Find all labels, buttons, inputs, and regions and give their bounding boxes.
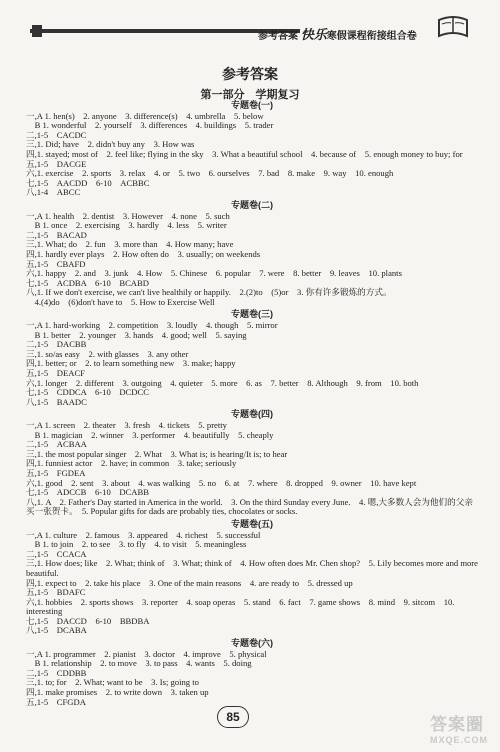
answer-line: 四,1. funniest actor 2. have; in common 3. take; seriously (26, 458, 237, 469)
section-title: 专题卷(三) (231, 309, 273, 320)
header-label-brand: 快乐 (300, 27, 327, 42)
answer-line: 三,1. the most popular singer 2. What 3. What is; is hearing/It is; to hear (26, 448, 288, 459)
answer-line: 八,1. A 2. Father's Day started in America in the world. 3. On the third Sunday every June. 4. 嗯,大多数人会为他们的父亲买一张贺卡。 5. Popular gifts for dads are probably ties, chocolates or socks. (26, 496, 473, 517)
section-title: 专题卷(六) (231, 638, 273, 649)
answer-line: 二,1-5 BACAD (26, 229, 87, 240)
answer-line: 七,1-5 ADCCB 6-10 DCABB (26, 487, 149, 498)
answer-line: 六,1. happy 2. and 3. junk 4. How 5. Chinese 6. popular 7. were 8. better 9. leaves 10. plants (26, 268, 402, 279)
answer-line: 五,1-5 CFGDA (26, 696, 86, 707)
page-header (30, 10, 470, 50)
answer-line: 二,1-5 CDDBB (26, 667, 87, 678)
answer-line: 三,1. How does; like 2. What; think of 3. What; think of 4. How often does Mr. Chen shop? 5. Lily becomes more and more beautiful. (26, 558, 478, 578)
header-text (258, 24, 417, 43)
page-title: 参考答案 (222, 66, 278, 82)
answer-line: 八,1. If we don't exercise, we can't live healthily or happily. 2.(2)to (5)or 3. 你有许多锻炼的方式。 (26, 287, 392, 298)
answer-line: B 1. relationship 2. to move 3. to pass 4. wants 5. doing (26, 658, 252, 669)
answer-line: B 1. wonderful 2. yourself 3. differences 4. buildings 5. trader (26, 120, 274, 131)
section-title: 专题卷(五) (231, 518, 273, 529)
answer-line: 三,1. Did; have 2. didn't buy any 3. How was (26, 139, 195, 150)
answer-line: 八,1-4 ABCC (26, 187, 81, 198)
answer-line: 四,1. stayed; most of 2. feel like; flying in the sky 3. What a beautiful school 4. because of 5. enough money to buy; for (26, 148, 463, 159)
answer-line: B 1. to join 2. to see 3. to fly 4. to visit 5. meaningless (26, 539, 247, 550)
header-label-left: 参考答案 (258, 31, 298, 42)
answer-line: 七,1-5 DACCD 6-10 BBDBA (26, 615, 150, 626)
page-number: 85 (217, 706, 249, 728)
answer-line: 三,1. so/as easy 2. with glasses 3. any other (26, 348, 189, 359)
answer-line: 四,1. better; or 2. to learn something new 3. make; happy (26, 358, 236, 369)
answer-line: 三,1. to; for 2. What; want to be 3. Is; going to (26, 677, 199, 688)
answer-line: 五,1-5 DEACF (26, 368, 85, 379)
answer-line: 八,1-5 BAADC (26, 396, 87, 407)
watermark (430, 710, 492, 746)
answer-line: 四,1. hardly ever plays 2. How often do 3. usually; on weekends (26, 248, 261, 259)
answer-line: 七,1-5 ACDBA 6-10 BCABD (26, 277, 149, 288)
answer-line: 二,1-5 ACBAA (26, 439, 87, 450)
answer-line: 一,A 1. screen 2. theater 3. fresh 4. tickets 5. pretty (26, 420, 227, 430)
answer-line: 六,1. good 2. sent 3. about 4. was walking 5. no 6. at 7. where 8. dropped 9. owner 10. have kept (26, 477, 417, 488)
answer-line: 二,1-5 DACBB (26, 339, 87, 350)
section-title: 专题卷(二) (231, 199, 273, 210)
section-title: 专题卷(四) (231, 409, 273, 420)
answer-line: 五,1-5 BDAFC (26, 587, 86, 598)
answer-line: B 1. once 2. exercising 3. hardly 4. less 5. writer (26, 220, 227, 231)
answer-line: 四,1. expect to 2. take his place 3. One of the main reasons 4. are ready to 5. dressed up (26, 577, 353, 588)
answer-line: 一,A 1. culture 2. famous 3. appeared 4. richest 5. successful (26, 529, 261, 540)
answer-line: B 1. magician 2. winner 3. performer 4. beautifully 5. cheaply (26, 429, 274, 440)
answer-line: 六,1. exercise 2. sports 3. relax 4. or 5. two 6. ourselves 7. bad 8. make 9. way 10. enough (26, 168, 394, 179)
book-logo-icon (436, 12, 470, 42)
answer-line: 八,1-5 DCABA (26, 625, 87, 636)
answer-line: 一,A 1. health 2. dentist 3. However 4. none 5. such (26, 210, 230, 221)
answer-line: 二,1-5 CCACA (26, 548, 87, 559)
answer-line: 七,1-5 CDDCA 6-10 DCDCC (26, 387, 149, 398)
answer-line: 一,A 1. hard-working 2. competition 3. loudly 4. though 5. mirror (26, 320, 278, 331)
answer-line: 4.(4)do (6)don't have to 5. How to Exercise Well (26, 296, 215, 307)
answer-line: 一,A 1. hen(s) 2. anyone 3. difference(s) 4. umbrella 5. below (26, 110, 264, 121)
answer-line: 五,1-5 CBAFD (26, 258, 86, 269)
answer-line: 六,1. longer 2. different 3. outgoing 4. quieter 5. more 6. as 7. better 8. Although 9. from 10. both (26, 377, 419, 388)
answer-line: 七,1-5 AACDD 6-10 ACBBC (26, 177, 150, 188)
answer-line: 三,1. What; do 2. fun 3. more than 4. How many; have (26, 239, 234, 250)
answer-line: 一,A 1. programmer 2. pianist 3. doctor 4. improve 5. physical (26, 648, 267, 659)
answer-line: B 1. better 2. younger 3. hands 4. good; well 5. saying (26, 329, 247, 340)
section-title: 专题卷(一) (231, 100, 273, 110)
answer-content (26, 98, 478, 707)
part-heading: 第一部分 学期复习 (200, 89, 300, 101)
header-label-right: 寒假课程衔接组合卷 (326, 31, 417, 42)
watermark-line2: MXQE.COM (430, 735, 489, 745)
answer-line: 二,1-5 CACDC (26, 129, 87, 140)
answer-line: 六,1. hobbies 2. sports shows 3. reporter 4. soap operas 5. stand 6. fact 7. game shows 8. mind 9. sitcom 10. interesting (26, 596, 455, 617)
answer-line: 五,1-5 DACGE (26, 158, 87, 169)
answer-line: 四,1. make promises 2. to write down 3. taken up (26, 687, 209, 698)
answer-line: 五,1-5 FGDEA (26, 467, 86, 478)
watermark-line1: 答案圈 (430, 715, 484, 734)
